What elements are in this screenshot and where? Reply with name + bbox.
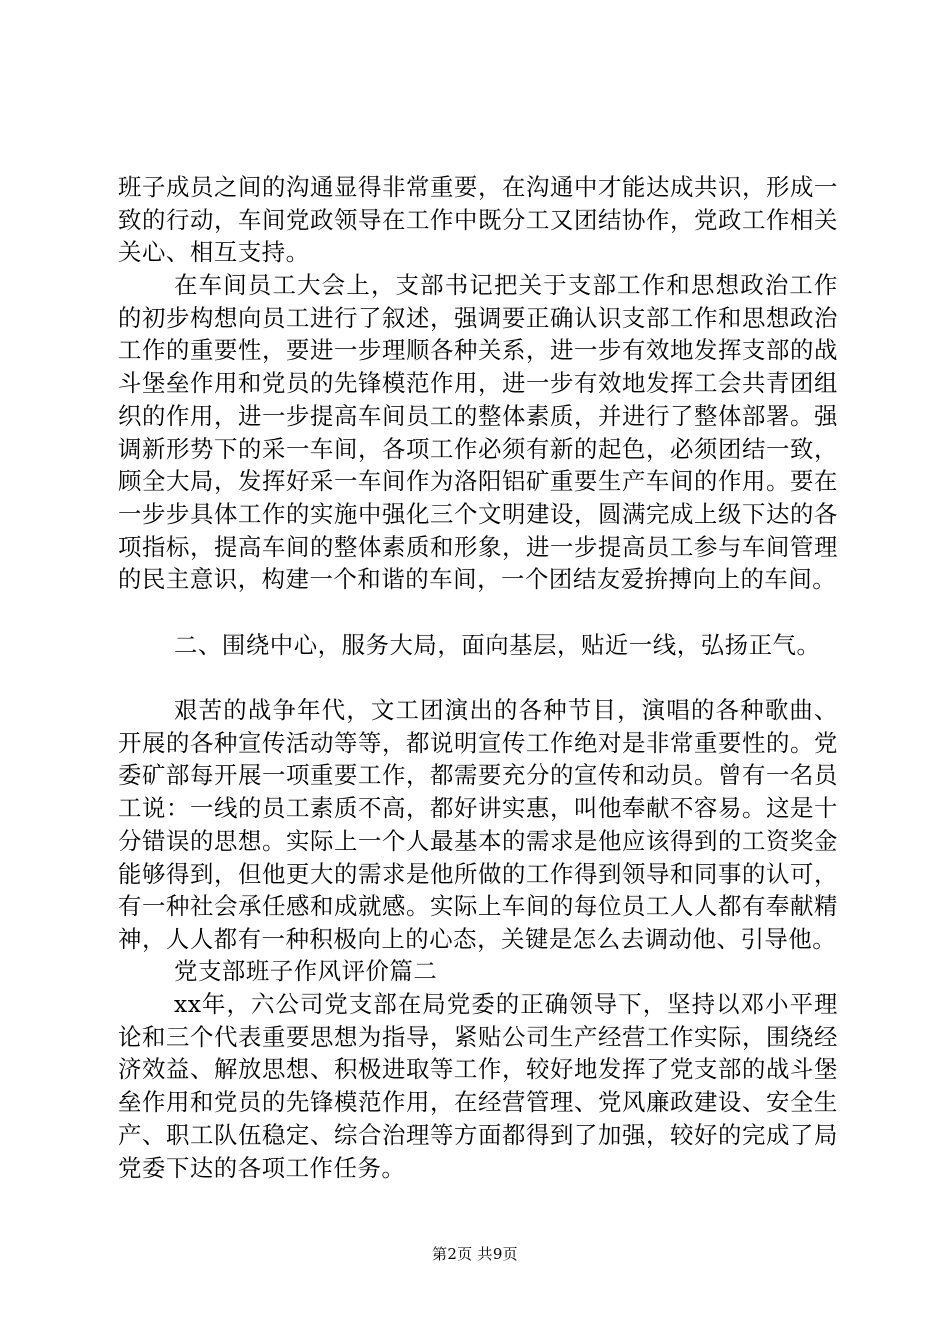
paragraph-propaganda: 艰苦的战争年代，文工团演出的各种节目，演唱的各种歌曲、开展的各种宣传活动等等，都说明宣传工作绝对是非常重要性的。党委矿部每开展一项重要工作，都需要充分的宣传和动员。曾有一名员工说：一线的员工素质不高，都好讲实惠，叫他奉献不容易。这是十分错误的思想。实际上一个人最基本的需求是他应该得到的工资奖金能够得到，但他更大的需求是他所做的工作得到领导和同事的认可，有一种社会承任感和成就感。实际上车间的每位员工人人都有奉献精神，人人都有一种积极向上的心态，关键是怎么去调动他、引导他。 [118,696,838,953]
paragraph-staff-meeting: 在车间员工大会上，支部书记把关于支部工作和思想政治工作的初步构想向员工进行了叙述，强调要正确认识支部工作和思想政治工作的重要性，要进一步理顺各种关系，进一步有效地发挥支部的战斗堡垒作用和党员的先锋模范作用，进一步有效地发挥工会共青团组织的作用，进一步提高车间员工的整体素质，并进行了整体部署。强调新形势下的采一车间，各项工作必须有新的起色，必须团结一致，顾全大局，发挥好采一车间作为洛阳铝矿重要生产车间的作用。要在一步步具体工作的实施中强化三个文明建设，圆满完成上级下达的各项指标，提高车间的整体素质和形象，进一步提高员工参与车间管理的民主意识，构建一个和谐的车间，一个团结友爱拚搏向上的车间。 [118,271,838,594]
paragraph-company-party-branch: xx年，六公司党支部在局党委的正确领导下，坚持以邓小平理论和三个代表重要思想为指导，紧贴公司生产经营工作实际，围绕经济效益、解放思想、积极进取等工作，较好地发挥了党支部的战斗堡垒作用和党员的先锋模范作用，在经营管理、党风廉政建设、安全生产、职工队伍稳定、综合治理等方面都得到了加强，较好的完成了局党委下达的各项工作任务。 [118,990,838,1182]
section-title-part-two: 党支部班子作风评价篇二 [174,957,438,985]
page-number-footer: 第2页 共9页 [432,1245,518,1263]
paragraph-continuation: 班子成员之间的沟通显得非常重要，在沟通中才能达成共识，形成一致的行动，车间党政领导在工作中既分工又团结协作，党政工作相关关心、相互支持。 [118,173,838,267]
section-heading-two: 二、围绕中心，服务大局，面向基层，贴近一线，弘扬正气。 [174,631,821,659]
